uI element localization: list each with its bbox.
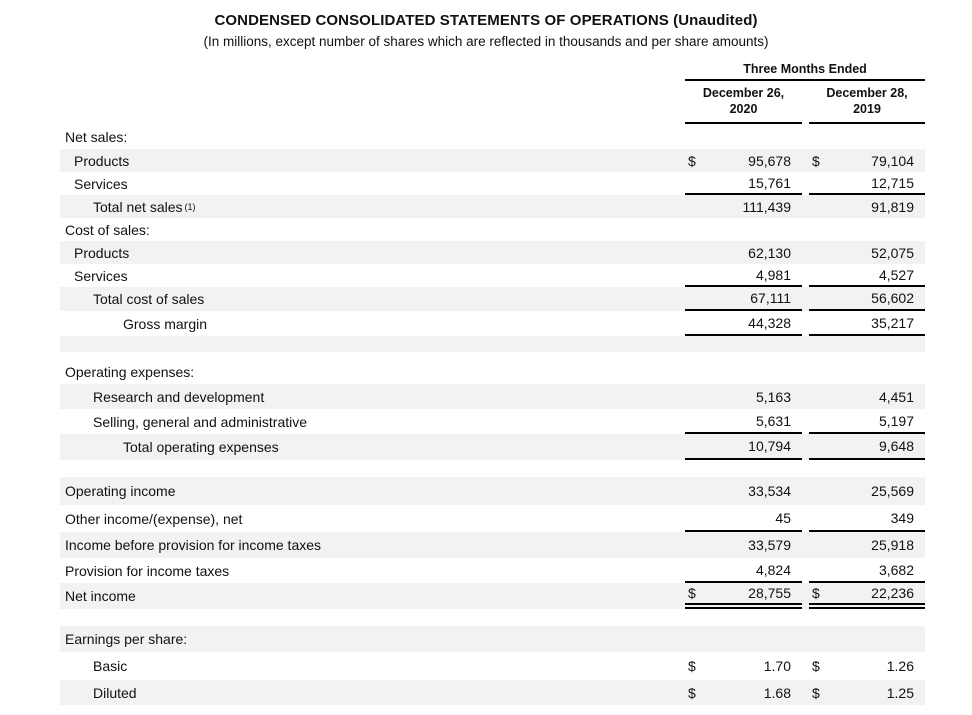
value-cell-col2 <box>809 409 925 434</box>
row-label: Other income/(expense), net <box>65 510 243 527</box>
spacer-row <box>60 352 925 360</box>
value-cell-col2 <box>809 311 925 336</box>
value: 4,824 <box>755 561 791 578</box>
value-cell-col2 <box>809 124 925 149</box>
table-row <box>60 264 925 287</box>
value-cell-col2 <box>809 149 925 172</box>
value-cell-col1 <box>685 241 802 264</box>
spacer-row <box>60 336 925 352</box>
value: 44,328 <box>748 314 791 331</box>
value: 25,569 <box>871 483 914 500</box>
value-cell-col2 <box>809 264 925 287</box>
value: 349 <box>890 509 914 526</box>
value: 91,819 <box>871 198 914 215</box>
value: 62,130 <box>748 244 791 261</box>
value: 28,755 <box>748 585 791 602</box>
row-label: Operating expenses: <box>65 364 195 381</box>
table-row <box>60 172 925 195</box>
row-label: Total cost of sales <box>93 291 205 308</box>
value: 35,217 <box>871 314 914 331</box>
value-cell-col2 <box>809 241 925 264</box>
value: 33,579 <box>748 537 791 554</box>
statement-header <box>0 12 972 49</box>
value-cell-col2 <box>809 532 925 558</box>
period-label: Three Months Ended <box>685 62 925 81</box>
table-row <box>60 195 925 218</box>
value-cell-col2 <box>809 477 925 505</box>
value: 56,602 <box>871 290 914 307</box>
table-row <box>60 477 925 505</box>
value: 5,197 <box>878 412 914 429</box>
value: 1.68 <box>763 684 791 701</box>
row-label: Income before provision for income taxes <box>65 537 322 554</box>
value-cell-col1 <box>685 434 802 460</box>
table-row <box>60 241 925 264</box>
value-cell-col1 <box>685 195 802 218</box>
value-cell-col1 <box>685 360 802 384</box>
value: 33,534 <box>748 483 791 500</box>
value-cell-col2 <box>809 360 925 384</box>
value: 45 <box>775 509 791 526</box>
row-label: Earnings per share: <box>65 631 188 648</box>
table-row <box>60 384 925 409</box>
table-row <box>60 680 925 705</box>
value-cell-col1 <box>685 680 802 705</box>
table-row <box>60 558 925 583</box>
value: 12,715 <box>871 174 914 191</box>
value: 1.26 <box>886 658 914 675</box>
row-label: Basic <box>93 658 128 675</box>
spacer-row <box>60 460 925 477</box>
value-cell-col2 <box>809 652 925 680</box>
value: 67,111 <box>750 290 791 307</box>
row-label: Operating income <box>65 483 176 500</box>
table-row <box>60 360 925 384</box>
row-label: Total net sales (1) <box>93 198 196 215</box>
value: 3,682 <box>878 561 914 578</box>
value-cell-col1 <box>685 558 802 583</box>
value: 4,981 <box>755 266 791 283</box>
value-cell-col2 <box>809 195 925 218</box>
table-row <box>60 505 925 532</box>
value-cell-col2 <box>809 680 925 705</box>
value-cell-col1 <box>685 477 802 505</box>
value-cell-col1 <box>685 264 802 287</box>
table-row <box>60 434 925 460</box>
spacer-row <box>60 609 925 626</box>
date-header-2020: December 26, 2020 <box>685 81 802 124</box>
column-headers <box>685 62 925 124</box>
value-cell-col1 <box>685 626 802 652</box>
dollar-sign: $ <box>812 658 820 675</box>
value-cell-col1 <box>685 505 802 532</box>
statement-subtitle: (In millions, except number of shares which are reflected in thousands and per share amounts) <box>203 34 769 49</box>
value-cell-col2 <box>809 434 925 460</box>
value-cell-col1 <box>685 149 802 172</box>
row-label: Services <box>74 267 128 284</box>
date-header-row <box>685 81 925 124</box>
dollar-sign: $ <box>812 585 820 602</box>
table-row <box>60 409 925 434</box>
statement-table <box>60 62 925 705</box>
table-row <box>60 149 925 172</box>
value-cell-col2 <box>809 218 925 241</box>
row-label: Provision for income taxes <box>65 562 230 579</box>
value-cell-col1 <box>685 384 802 409</box>
table-row <box>60 218 925 241</box>
value-cell-col2 <box>809 172 925 195</box>
value-cell-col1 <box>685 124 802 149</box>
dollar-sign: $ <box>812 684 820 701</box>
value: 5,163 <box>755 388 791 405</box>
row-label: Cost of sales: <box>65 221 150 238</box>
dollar-sign: $ <box>688 585 696 602</box>
value-cell-col1 <box>685 652 802 680</box>
value: 4,451 <box>878 388 914 405</box>
value-cell-col2 <box>809 384 925 409</box>
value-cell-col1 <box>685 311 802 336</box>
value-cell-col1 <box>685 218 802 241</box>
row-label: Services <box>74 175 128 192</box>
footnote-marker: (1) <box>184 201 196 212</box>
value: 79,104 <box>871 152 914 169</box>
row-label: Selling, general and administrative <box>93 413 308 430</box>
value-cell-col1 <box>685 172 802 195</box>
value-cell-col2 <box>809 583 925 609</box>
dollar-sign: $ <box>688 658 696 675</box>
value: 1.25 <box>886 684 914 701</box>
value: 95,678 <box>748 152 791 169</box>
value: 22,236 <box>871 585 914 602</box>
table-row <box>60 287 925 311</box>
table-row <box>60 583 925 609</box>
dollar-sign: $ <box>688 152 696 169</box>
value-cell-col2 <box>809 287 925 311</box>
value-cell-col2 <box>809 626 925 652</box>
table-row <box>60 124 925 149</box>
row-label: Products <box>74 244 130 261</box>
value: 25,918 <box>871 537 914 554</box>
row-label: Total operating expenses <box>123 439 279 456</box>
value: 111,439 <box>742 198 791 215</box>
value-cell-col2 <box>809 505 925 532</box>
statement-table-body <box>60 124 925 705</box>
statement-title: CONDENSED CONSOLIDATED STATEMENTS OF OPERATIONS (Unaudited) <box>214 12 758 29</box>
value-cell-col1 <box>685 583 802 609</box>
row-label: Research and development <box>93 388 265 405</box>
table-row <box>60 311 925 336</box>
value: 1.70 <box>763 658 791 675</box>
dollar-sign: $ <box>688 684 696 701</box>
value-cell-col1 <box>685 287 802 311</box>
date-header-2019: December 28, 2019 <box>809 81 925 124</box>
row-label: Gross margin <box>123 315 208 332</box>
value: 15,761 <box>748 174 791 191</box>
value: 4,527 <box>878 266 914 283</box>
value: 9,648 <box>878 438 914 455</box>
row-label: Diluted <box>93 684 137 701</box>
value-cell-col1 <box>685 532 802 558</box>
row-label: Net income <box>65 588 136 605</box>
table-row <box>60 652 925 680</box>
value: 10,794 <box>748 438 791 455</box>
table-row <box>60 626 925 652</box>
value: 52,075 <box>871 244 914 261</box>
value-cell-col1 <box>685 409 802 434</box>
value: 5,631 <box>755 412 791 429</box>
value-cell-col2 <box>809 558 925 583</box>
table-row <box>60 532 925 558</box>
row-label: Net sales: <box>65 128 128 145</box>
dollar-sign: $ <box>812 152 820 169</box>
row-label: Products <box>74 152 130 169</box>
